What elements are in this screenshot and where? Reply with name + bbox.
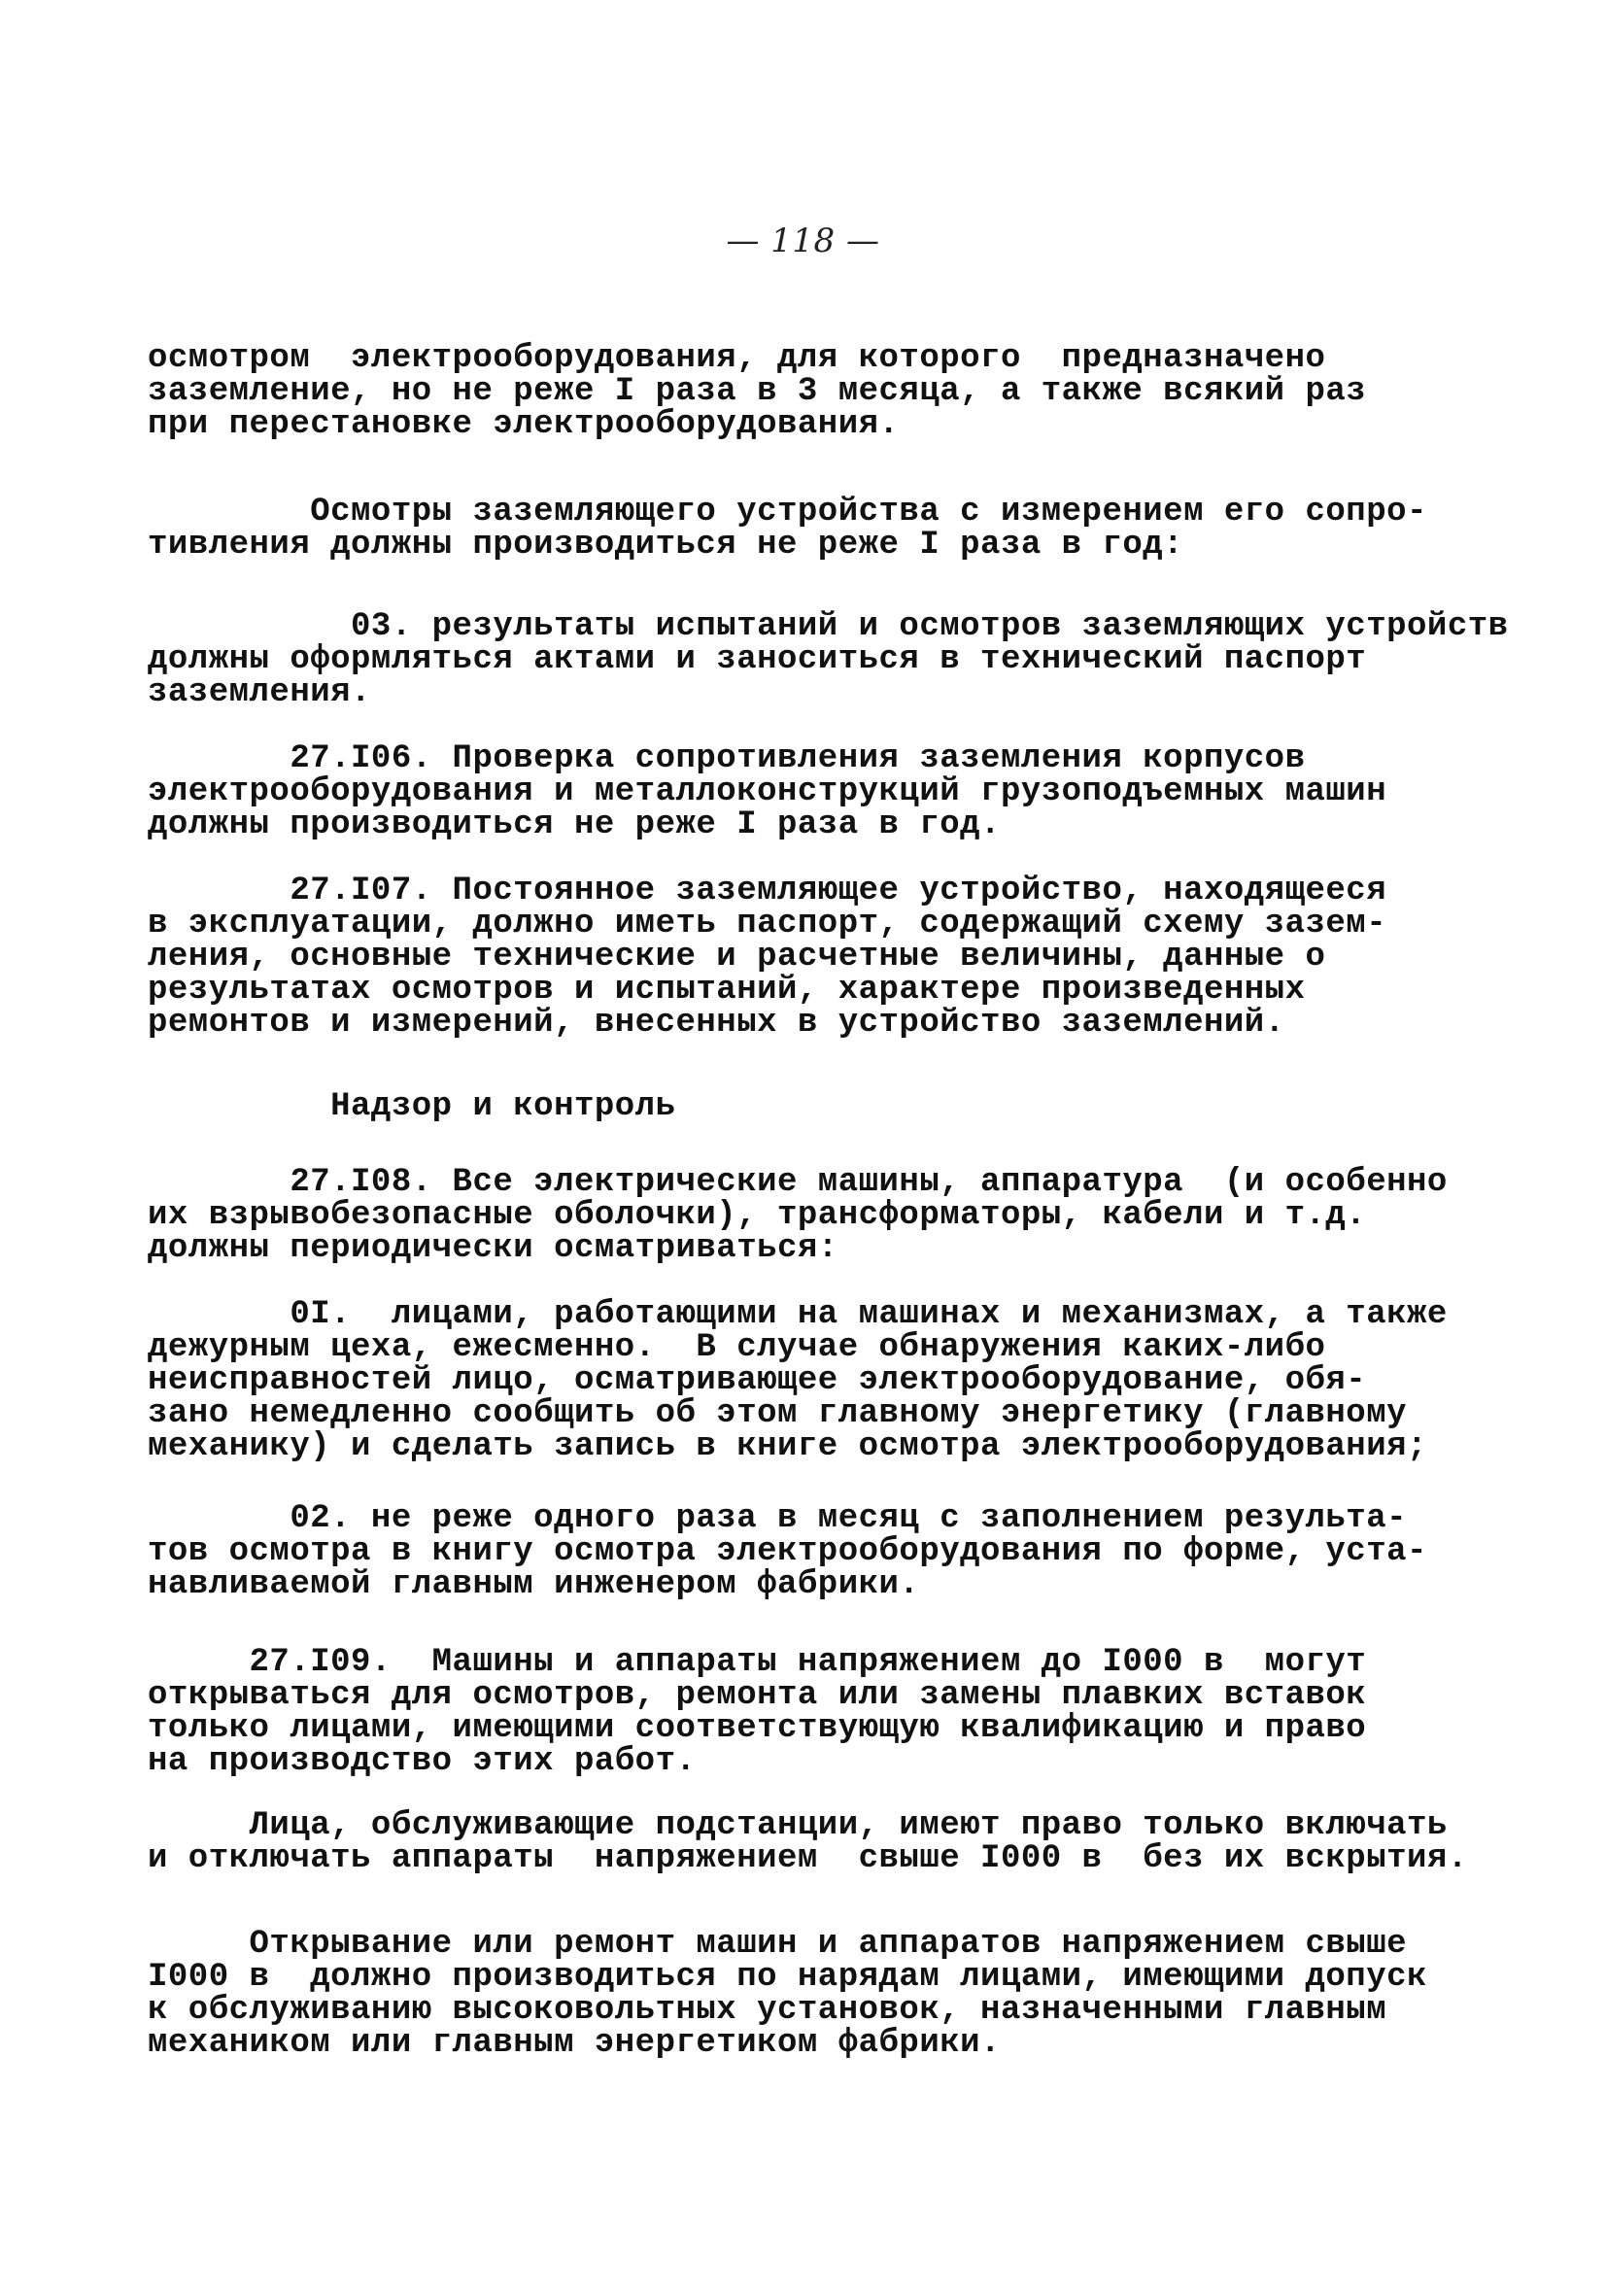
text-line: неисправностей лицо, осматривающее электрооборудование, обя- [148,1362,1367,1399]
paragraph-grounding-resistance [148,496,1440,562]
text-line: 27.I08. Все электрические машины, аппаратура (и особенно [148,1164,1448,1201]
text-line: их взрывобезопасные оболочки), трансформаторы, кабели и т.д. [148,1197,1367,1234]
text-line: ремонтов и измерений, внесенных в устройство заземлений. [148,1005,1285,1042]
text-line: Открывание или ремонт машин и аппаратов напряжением свыше [148,1926,1408,1963]
text-line: механику) и сделать запись в книге осмотра электрооборудования; [148,1428,1427,1465]
page-number: — 118 — [726,222,880,260]
text-line: Осмотры заземляющего устройства с измерением его сопро- [148,494,1427,531]
text-line: дежурным цеха, ежесменно. В случае обнаружения каких-либо [148,1329,1326,1366]
paragraph-inspection-schedule [148,342,1440,441]
text-line: ления, основные технические и расчетные величины, данные о [148,939,1326,976]
paragraph-item-01 [148,1296,1448,1465]
text-line: тов осмотра в книгу осмотра электрооборудования по форме, уста- [148,1533,1427,1570]
section-heading [148,1090,1440,1123]
text-line: при перестановке электрооборудования. [148,406,900,443]
paragraph-opening-repair [148,1928,1440,2060]
text-line: заземления. [148,674,371,711]
text-line: должны производиться не реже I раза в год. [148,806,1001,843]
text-line: 0I. лицами, работающими на машинах и механизмах, а также [148,1296,1448,1333]
text-line: Лица, обслуживающие подстанции, имеют право только включать [148,1807,1448,1844]
text-line: на производство этих работ. [148,1743,697,1780]
text-line: к обслуживанию высоковольтных установок, назначенными главным [148,1992,1387,2029]
text-line: 27.I07. Постоянное заземляющее устройство, находящееся [148,873,1387,909]
paragraph-item-02 [148,1502,1440,1601]
text-line: результатах осмотров и испытаний, характере произведенных [148,972,1306,1009]
text-line: тивления должны производиться не реже I раза в год: [148,527,1184,564]
paragraph-27-108 [148,1164,1448,1267]
text-line: и отключать аппараты напряжением свыше I000 в без их вскрытия. [148,1840,1468,1877]
text-line: 03. результаты испытаний и осмотров заземляющих устройств [148,608,1509,645]
paragraph-27-109 [148,1646,1440,1778]
text-line: должны периодически осматриваться: [148,1230,838,1267]
paragraph-substation-staff [148,1807,1468,1877]
text-line: электрооборудования и металлоконструкций грузоподъемных машин [148,773,1387,810]
text-line: в эксплуатации, должно иметь паспорт, содержащий схему зазем- [148,906,1387,942]
text-line: заземление, но не реже I раза в 3 месяца, а также всякий раз [148,373,1367,410]
text-line: I000 в должно производиться по нарядам лицами, имеющими допуск [148,1959,1427,1996]
paragraph-27-106 [148,742,1440,841]
paragraph-27-107 [148,874,1440,1040]
text-line: только лицами, имеющими соответствующую квалификацию и право [148,1710,1367,1747]
text-line: должны оформляться актами и заноситься в технический паспорт [148,641,1367,678]
text-line: 02. не реже одного раза в месяц с заполнением результа- [148,1500,1408,1537]
text-line: открываться для осмотров, ремонта или замены плавких вставок [148,1677,1367,1714]
text-line: осмотром электрооборудования, для которого предназначено [148,340,1326,377]
paragraph-item-03 [148,608,1509,711]
text-line: навливаемой главным инженером фабрики. [148,1566,920,1603]
text-line: механиком или главным энергетиком фабрики. [148,2025,1001,2062]
text-line: зано немедленно сообщить об этом главному энергетику (главному [148,1395,1408,1432]
heading-supervision-control: Надзор и контроль [148,1088,676,1125]
text-line: 27.I06. Проверка сопротивления заземления корпусов [148,740,1306,777]
text-line: 27.I09. Машины и аппараты напряжением до I000 в могут [148,1644,1367,1681]
